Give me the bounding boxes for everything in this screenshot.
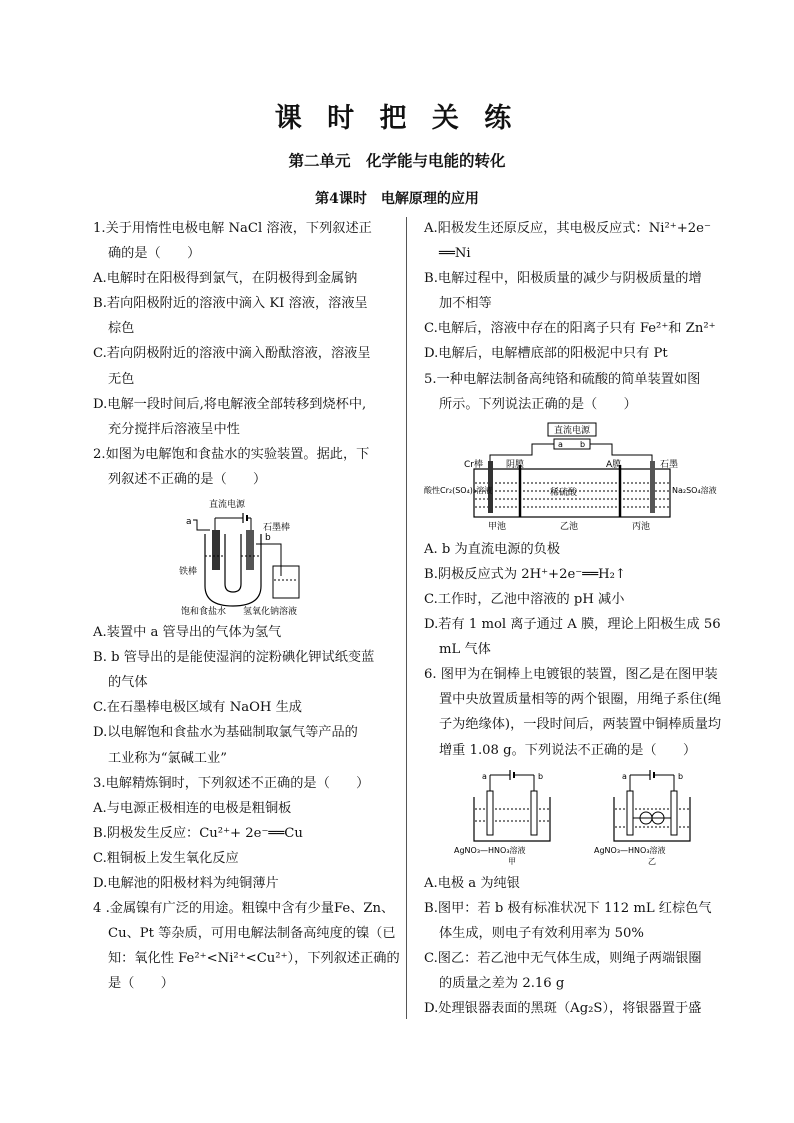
- question-stem: 4 .金属镍有广泛的用途。粗镍中含有少量Fe、Zn、: [93, 901, 395, 917]
- electrode-a-label: a: [482, 771, 487, 781]
- option: C.在石墨棒电极区域有 NaOH 生成: [93, 700, 302, 716]
- left-column: [93, 216, 400, 996]
- question-stem: 2.如图为电解饱和食盐水的实验装置。据此，下: [93, 446, 370, 462]
- solution-label-jia: AgNO₃—HNO₃溶液: [454, 845, 526, 855]
- question-stem: 5.一种电解法制备高纯铬和硫酸的简单装置如图: [424, 371, 701, 387]
- option: mL 气体: [439, 642, 491, 658]
- question-stem: 3.电解精炼铜时，下列叙述不正确的是（ ）: [93, 775, 370, 791]
- option: 体生成，则电子有效利用率为 50%: [439, 925, 644, 941]
- lesson-heading: 第4课时 电解原理的应用: [315, 191, 479, 207]
- question-4: [93, 896, 400, 996]
- power-label: 直流电源: [554, 425, 591, 436]
- option: D.处理银器表面的黑斑（Ag₂S），将银器置于盛: [424, 1001, 702, 1017]
- tube-b-label: b: [265, 533, 271, 544]
- electrode-b-label: b: [538, 771, 544, 781]
- unit-heading: 第二单元 化学能与电能的转化: [288, 151, 506, 170]
- question-1: [93, 216, 393, 442]
- electrode-b-label: b: [678, 771, 684, 781]
- graphite-label: 石墨棒: [263, 523, 291, 534]
- column-divider: [406, 217, 407, 1019]
- option: 加不相等: [439, 296, 492, 312]
- option: D.电解后，电解槽底部的阳极泥中只有 Pt: [424, 346, 668, 362]
- option: A.电解时在阳极得到氯气，在阴极得到金属钠: [93, 271, 358, 287]
- option: D.电解池的阳极材料为纯铜薄片: [93, 875, 279, 891]
- question-3: [93, 771, 393, 896]
- electrode-a-label: a: [622, 771, 627, 781]
- option: 工业称为“氯碱工业”: [108, 750, 227, 766]
- power-label: 直流电源: [209, 500, 246, 511]
- option: B.阴极发生反应：Cu²⁺+ 2e⁻══Cu: [93, 825, 303, 841]
- option: B.电解过程中，阳极质量的减少与阴极质量的增: [424, 271, 702, 287]
- option: A.阳极发生还原反应，其电极反应式：Ni²⁺+2e⁻: [424, 221, 711, 236]
- question-stem: 6. 图甲为在铜棒上电镀银的装置，图乙是在图甲装: [424, 667, 718, 683]
- option: C.粗铜板上发生氧化反应: [93, 850, 239, 866]
- option: D.若有 1 mol 离子通过 A 膜，理论上阳极生成 56: [424, 617, 721, 633]
- pool-bing-label: 丙池: [632, 521, 651, 532]
- question-stem: 列叙述不正确的是（ ）: [108, 471, 267, 487]
- right-solution-label: Na₂SO₄溶液: [672, 485, 717, 495]
- option: 无色: [108, 371, 135, 387]
- solution-label-yi: AgNO₃—HNO₃溶液: [594, 845, 666, 855]
- pool-jia-label: 甲池: [488, 521, 507, 532]
- option: B.图甲：若 b 极有标准状况下 112 mL 红棕色气: [424, 900, 712, 916]
- question-stem: 知：氧化性 Fe²⁺<Ni²⁺<Cu²⁺），下列叙述正确的: [108, 951, 400, 967]
- option: A.与电源正极相连的电极是粗铜板: [93, 800, 292, 816]
- page-title: 课 时 把 关 练: [274, 103, 520, 134]
- option: A. b 为直流电源的负极: [424, 541, 561, 557]
- chromium-electrolysis-figure: [424, 421, 720, 533]
- terminal-a-label: a: [558, 439, 563, 449]
- option: B. b 管导出的是能使湿润的淀粉碘化钾试纸变蓝: [93, 650, 375, 666]
- question-stem: 增重 1.08 g。下列说法不正确的是（ ）: [439, 742, 697, 758]
- electrolysis-brine-figure: [93, 496, 393, 616]
- brine-label: 饱和食盐水: [181, 607, 227, 617]
- naoh-label: 氢氧化钠溶液: [243, 607, 298, 617]
- question-stem: Cu、Pt 等杂质，可用电解法制备高纯度的镍（已: [108, 926, 396, 942]
- option: A.装置中 a 管导出的气体为氢气: [93, 625, 282, 641]
- option: 充分搅拌后溶液呈中性: [108, 421, 240, 437]
- option: 的质量之差为 2.16 g: [439, 975, 565, 991]
- a-membrane-label: A膜: [606, 459, 622, 470]
- option: C.电解后，溶液中存在的阳离子只有 Fe²⁺和 Zn²⁺: [424, 321, 716, 337]
- figure-jia-label: 甲: [508, 856, 516, 866]
- question-stem: 是（ ）: [108, 976, 174, 992]
- question-stem: 子为绝缘体)，一段时间后，两装置中铜棒质量均: [439, 717, 722, 733]
- cr-rod-label: Cr棒: [464, 459, 483, 470]
- option: B.阴极反应式为 2H⁺+2e⁻══H₂↑: [424, 566, 626, 582]
- silver-plating-figure: [424, 767, 720, 867]
- terminal-b-label: b: [580, 439, 586, 449]
- question-stem: 确的是（ ）: [108, 246, 201, 262]
- option: D.以电解饱和食盐水为基础制取氯气等产品的: [93, 725, 358, 741]
- option: C.工作时，乙池中溶液的 pH 减小: [424, 591, 625, 607]
- question-stem: 置中央放置质量相等的两个银圈，用绳子系住(绳: [439, 692, 722, 708]
- option: A.电极 a 为纯银: [424, 875, 520, 891]
- question-4-options: [424, 216, 722, 367]
- pool-yi-label: 乙池: [560, 521, 579, 532]
- option: C.图乙：若乙池中无气体生成，则绳子两端银圈: [424, 950, 702, 966]
- left-solution-label: 酸性Cr₂(SO₄)₃溶液: [424, 485, 493, 495]
- option: 的气体: [108, 675, 148, 691]
- question-stem: 1.关于用惰性电极电解 NaCl 溶液，下列叙述正: [93, 221, 372, 236]
- question-2: [93, 442, 393, 771]
- cathode-membrane-label: 阴膜: [506, 459, 525, 470]
- option: D.电解一段时间后,将电解液全部转移到烧杯中,: [93, 396, 367, 412]
- option: 棕色: [108, 321, 135, 337]
- option: B.若向阳极附近的溶液中滴入 KI 溶液，溶液呈: [93, 296, 368, 312]
- option: C.若向阴极附近的溶液中滴入酚酞溶液，溶液呈: [93, 346, 371, 362]
- right-column: [424, 216, 722, 1021]
- iron-label: 铁棒: [179, 567, 198, 578]
- graphite-label: 石墨: [660, 459, 679, 470]
- question-5: [424, 367, 722, 663]
- question-stem: 所示。下列说法正确的是（ ）: [439, 396, 637, 412]
- tube-a-label: a: [186, 517, 192, 528]
- figure-yi-label: 乙: [648, 856, 656, 866]
- question-6: [424, 662, 722, 1021]
- acid-label: 稀硫酸: [550, 487, 578, 498]
- option: ══Ni: [439, 246, 471, 262]
